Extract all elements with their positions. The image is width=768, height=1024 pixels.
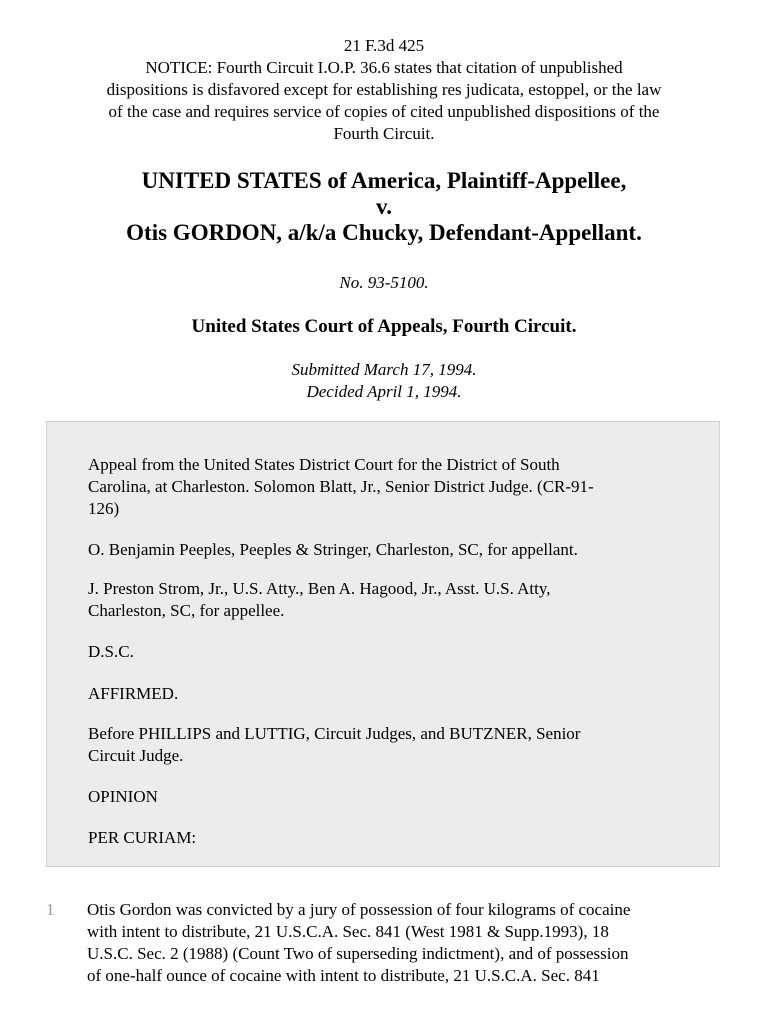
plaintiff-name: UNITED STATES of America, Plaintiff-Appellee, [141, 168, 627, 193]
panel-line-1: Before PHILLIPS and LUTTIG, Circuit Judges, and BUTZNER, Senior [88, 724, 581, 743]
district-label: D.S.C. [88, 642, 134, 661]
paragraph-line-4: of one-half ounce of cocaine with intent to distribute, 21 U.S.C.A. Sec. 841 [87, 966, 600, 985]
submitted-date: Submitted March 17, 1994. [291, 360, 477, 379]
appeal-line-1: Appeal from the United States District Court for the District of South [88, 455, 560, 474]
notice-line-1: NOTICE: Fourth Circuit I.O.P. 36.6 states that citation of unpublished [145, 58, 623, 77]
paragraph-line-2: with intent to distribute, 21 U.S.C.A. Sec. 841 (West 1981 & Supp.1993), 18 [87, 922, 609, 941]
versus: v. [376, 194, 392, 219]
appellee-counsel-line-1: J. Preston Strom, Jr., U.S. Atty., Ben A. Hagood, Jr., Asst. U.S. Atty, [88, 579, 551, 598]
appellee-counsel-line-2: Charleston, SC, for appellee. [88, 601, 285, 620]
decision-dates [0, 359, 768, 403]
decided-date: Decided April 1, 1994. [306, 382, 462, 401]
per-curiam-label: PER CURIAM: [88, 828, 197, 847]
paragraph-number: 1 [46, 900, 55, 919]
panel [88, 723, 688, 767]
case-summary-box [46, 421, 720, 867]
defendant-name: Otis GORDON, a/k/a Chucky, Defendant-Appellant. [126, 220, 642, 245]
docket-number: No. 93-5100. [339, 273, 429, 292]
appellee-counsel [88, 578, 688, 622]
paragraph-line-1: Otis Gordon was convicted by a jury of possession of four kilograms of cocaine [87, 900, 631, 919]
appeal-statement [88, 454, 688, 520]
notice-line-4: Fourth Circuit. [333, 124, 435, 143]
paragraph-line-3: U.S.C. Sec. 2 (1988) (Count Two of superseding indictment), and of possession [87, 944, 629, 963]
opinion-paragraph [87, 899, 727, 987]
appeal-line-3: 126) [88, 499, 120, 518]
case-citation: 21 F.3d 425 [343, 36, 425, 55]
disposition: AFFIRMED. [88, 684, 179, 703]
document-header [50, 35, 718, 145]
panel-line-2: Circuit Judge. [88, 746, 184, 765]
court-name: United States Court of Appeals, Fourth Circuit. [191, 316, 577, 337]
notice-line-2: dispositions is disfavored except for establishing res judicata, estoppel, or the law [106, 80, 662, 99]
appeal-line-2: Carolina, at Charleston. Solomon Blatt, Jr., Senior District Judge. (CR-91- [88, 477, 594, 496]
case-caption [40, 168, 728, 246]
appellant-counsel: O. Benjamin Peeples, Peeples & Stringer, Charleston, SC, for appellant. [88, 540, 578, 559]
notice-line-3: of the case and requires service of copies of cited unpublished dispositions of the [108, 102, 660, 121]
opinion-label: OPINION [88, 787, 158, 806]
